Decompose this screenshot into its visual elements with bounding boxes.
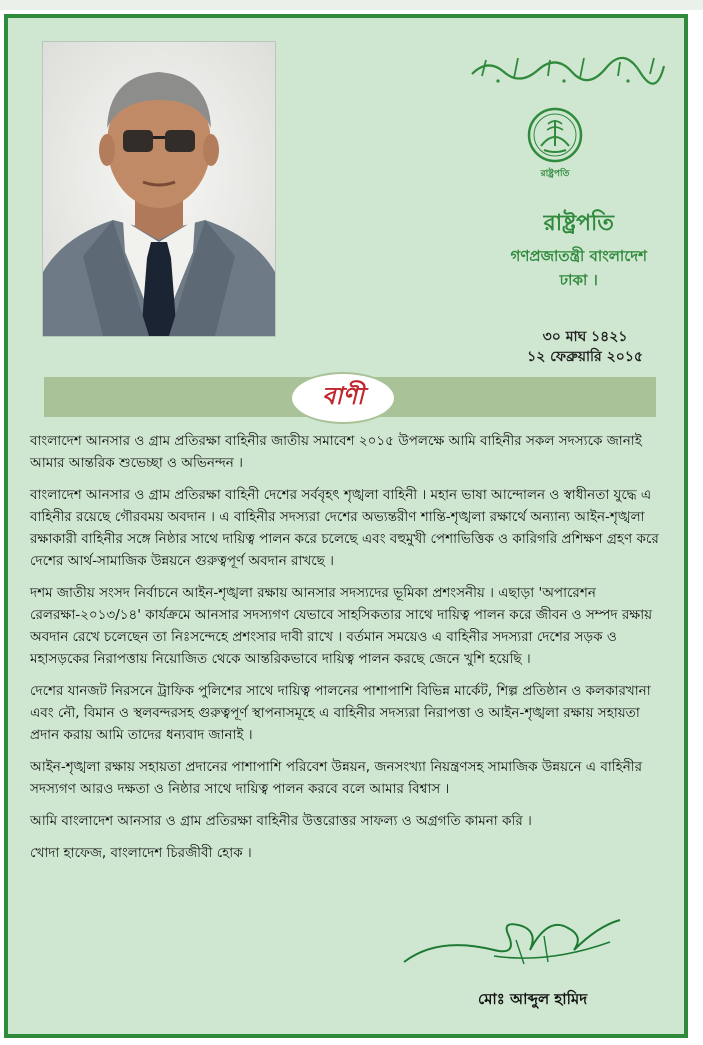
office-heading bbox=[510, 210, 647, 292]
presidential-seal bbox=[526, 106, 584, 182]
date-block bbox=[527, 327, 643, 367]
message-body bbox=[30, 430, 670, 874]
paragraph: আমি বাংলাদেশ আনসার ও গ্রাম প্রতিরক্ষা বাহিনীর উত্তরোত্তর সাফল্য ও অগ্রগতি কামনা করি । bbox=[30, 813, 532, 829]
paragraph: খোদা হাফেজ, বাংলাদেশ চিরজীবী হোক । bbox=[30, 845, 252, 861]
date-bengali-calendar: ৩০ মাঘ ১৪২১ bbox=[542, 329, 628, 345]
signer-name: মোঃ আব্দুল হামিদ bbox=[478, 990, 588, 1008]
office-city: ঢাকা । bbox=[559, 271, 598, 289]
paragraph: আইন-শৃঙ্খলা রক্ষায় সহায়তা প্রদানের পাশাপাশি পরিবেশ উন্নয়ন, জনসংখ্যা নিয়ন্ত্রণসহ সামাজিক উন্নয়নে এ বাহিনীর সদস্যগণ আরও দক্ষতা ও নিষ্ঠার সাথে দায়িত্ব পালন করবে বলে আমার বিশ্বাস । bbox=[30, 759, 643, 797]
office-title: রাষ্ট্রপতি bbox=[543, 211, 614, 236]
signature-icon bbox=[398, 906, 630, 976]
paragraph: বাংলাদেশ আনসার ও গ্রাম প্রতিরক্ষা বাহিনী দেশের সর্ববৃহৎ শৃঙ্খলা বাহিনী । মহান ভাষা আন্দোলন ও স্বাধীনতা যুদ্ধে এ বাহিনীর রয়েছে গৌরবময় অবদান । এ বাহিনীর সদস্যরা দেশের অভ্যন্তরীণ শান্তি-শৃঙ্খলা রক্ষার্থে অন্যান্য আইন-শৃঙ্খলা রক্ষাকারী বাহিনীর সঙ্গে নিষ্ঠার সাথে দায়িত্ব পালন করে চলেছে এবং বহুমুখী পেশাভিত্তিক ও কারিগরি প্রশিক্ষণ গ্রহণ করে দেশের আর্থ-সামাজিক উন্নয়নে গুরুত্বপূর্ণ অবদান রাখছে । bbox=[30, 487, 659, 569]
section-label: বাণী bbox=[322, 381, 364, 410]
section-label-oval bbox=[290, 372, 396, 424]
paragraph: বাংলাদেশ আনসার ও গ্রাম প্রতিরক্ষা বাহিনীর জাতীয় সমাবেশ ২০১৫ উপলক্ষে আমি বাহিনীর সকল সদস্যকে জানাই আমার আন্তরিক শুভেচ্ছা ও অভিনন্দন । bbox=[30, 433, 642, 471]
portrait-illustration bbox=[43, 42, 275, 336]
paragraph: দেশের যানজট নিরসনে ট্রাফিক পুলিশের সাথে দায়িত্ব পালনের পাশাপাশি বিভিন্ন মার্কেট, শিল্প প্রতিষ্ঠান ও কলকারখানা এবং নৌ, বিমান ও স্থলবন্দরসহ গুরুত্বপূর্ণ স্থাপনাসমূহে এ বাহিনীর সদস্যরা নিরাপত্তা ও আইন-শৃঙ্খলা রক্ষায় সহায়তা প্রদান করায় আমি তাদের ধন্যবাদ জানাই । bbox=[30, 683, 651, 743]
date-gregorian: ১২ ফেব্রুয়ারি ২০১৫ bbox=[527, 349, 643, 365]
emblem-caption: রাষ্ট্রপতি bbox=[540, 169, 570, 179]
paragraph: দশম জাতীয় সংসদ নির্বাচনে আইন-শৃঙ্খলা রক্ষায় আনসার সদস্যদের ভূমিকা প্রশংসনীয় । এছাড়া 'অপারেশন রেলরক্ষা-২০১৩/১৪' কার্যক্রমে আনসার সদস্যগণ যেভাবে সাহসিকতার সাথে দায়িত্ব পালন করে জীবন ও সম্পদ রক্ষায় অবদান রেখে চলেছেন তা নিঃসন্দেহে প্রশংসার দাবী রাখে । বর্তমান সময়েও এ বাহিনীর সদস্যরা দেশের সড়ক ও মহাসড়কের নিরাপত্তায় নিয়োজিত থেকে আন্তরিকভাবে দায়িত্ব পালন করছে জেনে খুশি হয়েছি । bbox=[30, 585, 653, 667]
portrait-photo bbox=[43, 42, 275, 336]
top-strip bbox=[0, 0, 703, 10]
handwritten-signature bbox=[398, 906, 630, 976]
office-country: গণপ্রজাতন্ত্রী বাংলাদেশ bbox=[510, 247, 647, 265]
bismillah-icon bbox=[468, 52, 668, 86]
bismillah-calligraphy bbox=[468, 52, 668, 86]
